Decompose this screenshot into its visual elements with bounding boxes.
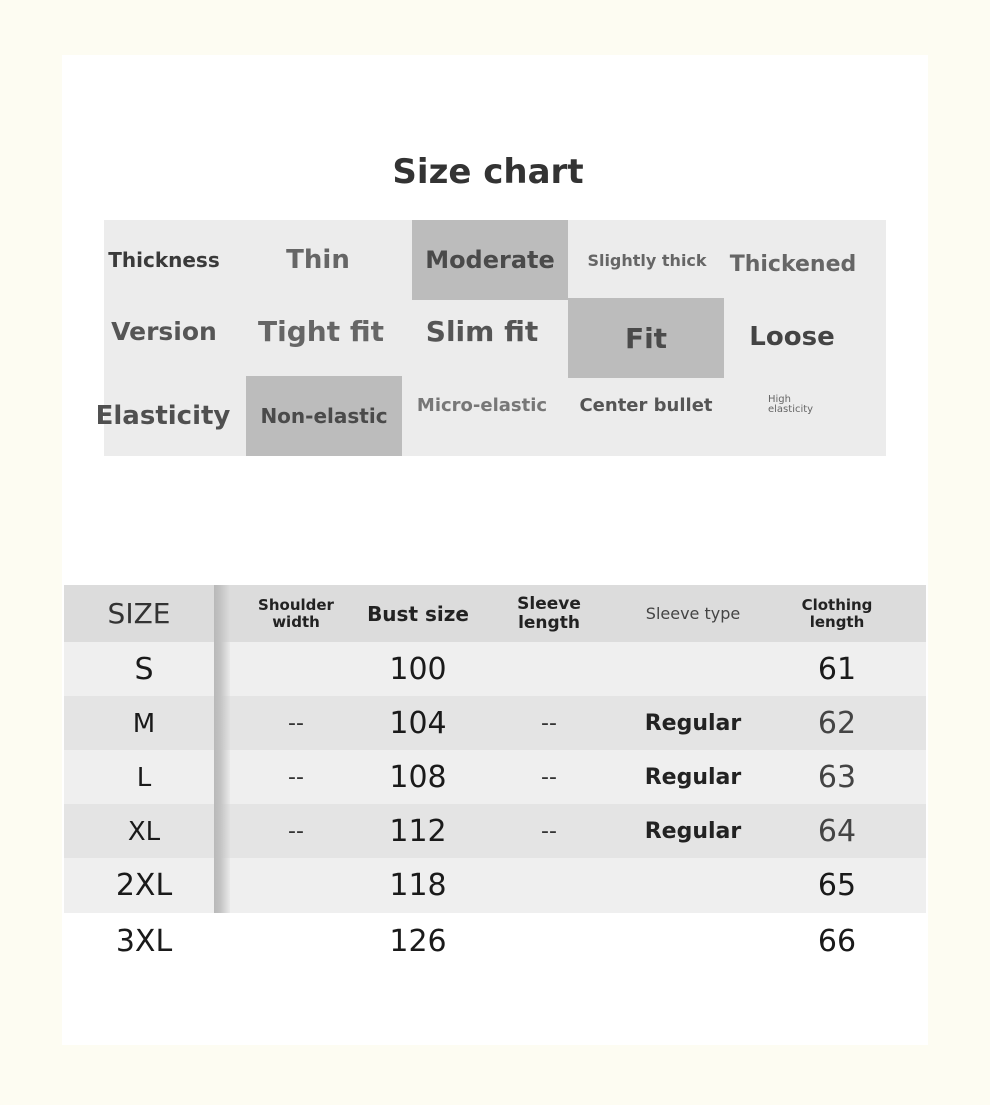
header-length-line2: length — [809, 612, 865, 631]
version-option-fit: Fit — [568, 298, 724, 378]
cell-length: 61 — [817, 652, 857, 687]
header-size: SIZE — [107, 597, 171, 630]
high-elasticity-line2: elasticity — [768, 404, 814, 415]
cell-sleeve: -- — [541, 819, 557, 844]
elasticity-option-center-bullet: Center bullet — [579, 394, 713, 416]
cell-size: L — [136, 762, 152, 793]
elasticity-option-high-elasticity — [734, 370, 854, 440]
thickness-option-thickened: Thickened — [729, 251, 857, 277]
table-row — [64, 858, 926, 913]
cell-bust: 108 — [389, 760, 447, 795]
cell-sleeve-type: Regular — [644, 819, 742, 844]
table-row — [64, 642, 926, 697]
attribute-grid — [95, 220, 886, 456]
header-sleeve-line1: Sleeve — [517, 593, 581, 614]
cell-sleeve: -- — [541, 711, 557, 736]
cell-size: S — [134, 652, 154, 687]
cell-bust: 100 — [389, 652, 447, 687]
header-sleeve-line2: length — [518, 612, 580, 633]
table-row — [64, 696, 926, 751]
table-row — [64, 804, 926, 859]
version-label: Version — [111, 316, 217, 346]
cell-length: 66 — [817, 924, 857, 959]
thickness-option-moderate: Moderate — [412, 220, 568, 300]
page-title: Size chart — [392, 152, 584, 192]
cell-length: 63 — [817, 760, 857, 795]
cell-bust: 104 — [389, 706, 447, 741]
size-column-divider — [214, 585, 230, 913]
cell-bust: 112 — [389, 814, 447, 849]
elasticity-option-micro-elastic: Micro-elastic — [416, 394, 548, 416]
cell-length: 64 — [817, 814, 857, 849]
version-option-slim-fit: Slim fit — [425, 314, 539, 348]
cell-size: 3XL — [115, 924, 173, 959]
cell-shoulder: -- — [288, 765, 304, 790]
cell-size: XL — [127, 816, 161, 847]
high-elasticity-line1: High — [768, 394, 791, 405]
thickness-option-thin: Thin — [286, 245, 350, 275]
header-shoulder-line1: Shoulder — [258, 595, 334, 614]
cell-shoulder: -- — [288, 711, 304, 736]
cell-bust: 118 — [389, 868, 447, 903]
cell-sleeve-type: Regular — [644, 711, 742, 736]
cell-sleeve-type: Regular — [644, 765, 742, 790]
elasticity-option-non-elastic: Non-elastic — [246, 376, 402, 456]
cell-length: 62 — [817, 706, 857, 741]
table-row — [64, 750, 926, 805]
version-option-loose: Loose — [749, 322, 835, 352]
cell-size: M — [132, 708, 156, 739]
elasticity-label: Elasticity — [95, 401, 231, 431]
cell-shoulder: -- — [288, 819, 304, 844]
version-option-tight-fit: Tight fit — [258, 314, 384, 348]
header-sleeve-type: Sleeve type — [645, 604, 741, 623]
header-shoulder-line2: width — [272, 612, 320, 631]
header-length-line1: Clothing — [801, 595, 873, 614]
cell-bust: 126 — [389, 924, 447, 959]
thickness-option-slightly-thick: Slightly thick — [587, 250, 707, 270]
table-row — [64, 914, 926, 969]
header-bust: Bust size — [367, 601, 469, 626]
table-header-row — [64, 585, 926, 642]
cell-length: 65 — [817, 868, 857, 903]
cell-sleeve: -- — [541, 765, 557, 790]
thickness-label: Thickness — [108, 248, 220, 272]
cell-size: 2XL — [115, 868, 173, 903]
